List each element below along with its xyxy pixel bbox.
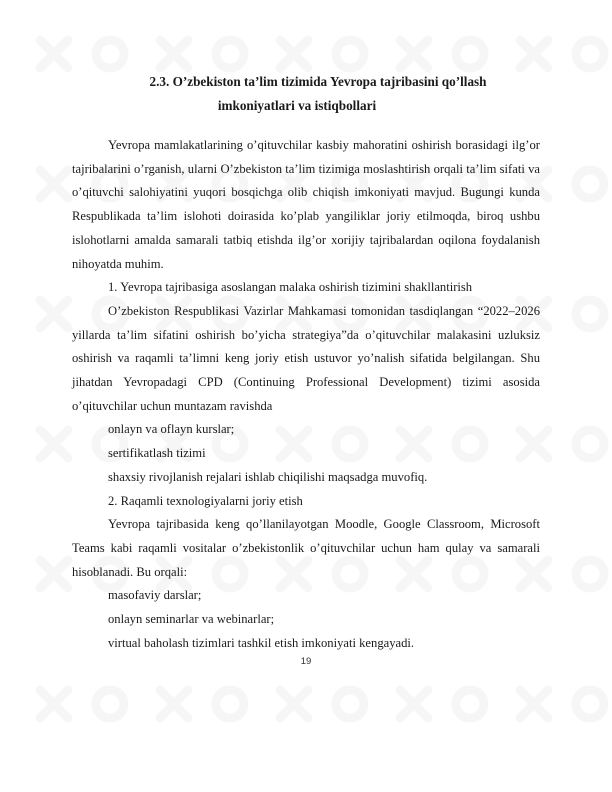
paragraph: 2. Raqamli texnologiyalarni joriy etish [108,493,303,508]
watermark-mark [576,40,604,68]
page-number: 19 [300,656,312,667]
watermark-mark [40,170,68,198]
watermark-mark [160,690,188,718]
watermark-mark [576,300,604,328]
watermark-mark [96,40,124,68]
watermark-mark [456,40,484,68]
paragraph: sertifikatlash tizimi [108,446,206,461]
watermark-mark [216,40,244,68]
paragraph: masofaviy darslar; [108,588,202,603]
watermark-mark [576,430,604,458]
watermark-mark [456,690,484,718]
watermark-mark [160,40,188,68]
heading-line-1: 2.3. O’zbekiston ta’lim tizimida Yevropa tajribasini qo’llash [149,74,487,89]
watermark-mark [40,40,68,68]
watermark-mark [336,40,364,68]
paragraph: Yevropa tajribasida keng qo’llanilayotgan Moodle, Google Classroom, Microsoft Teams kabi raqamli vositalar o’zbekistonlik o’qituvchilar uchun ham qulay va samarali hisoblanadi. Bu orqali: [72,517,540,579]
heading-line-2: imkoniyatlari va istiqbollari [217,98,377,113]
watermark-mark [520,690,548,718]
watermark-mark [216,690,244,718]
watermark-mark [576,170,604,198]
watermark-mark [280,40,308,68]
watermark-mark [576,560,604,588]
watermark-mark [280,690,308,718]
watermark-mark [520,40,548,68]
paragraph: virtual baholash tizimlari tashkil etish imkoniyati kengayadi. [108,635,415,650]
watermark-mark [40,560,68,588]
watermark-mark [336,690,364,718]
paragraph: shaxsiy rivojlanish rejalari ishlab chiqilishi maqsadga muvofiq. [108,469,428,484]
section-heading [72,70,540,118]
body-text [72,134,540,655]
paragraph: O’zbekiston Respublikasi Vazirlar Mahkamasi tomonidan tasdiqlangan “2022–2026 yillarda ta’lim sifatini oshirish bo’yicha strategiya”da o’qituvchilar malakasini uzluksiz oshirish va raqamli ta’limni keng joriy etish ustuvor yo’nalish sifatida belgilangan. Shu jihatdan Yevropadagi CPD (Continuing Professional Development) tizimi asosida o’qituvchilar uchun muntazam ravishda [72,303,540,413]
paragraph: Yevropa mamlakatlarining o’qituvchilar kasbiy mahoratini oshirish borasidagi ilg’or tajribalarini o’rganish, ularni O’zbekiston ta’lim tizimiga moslashtirish orqali ta’lim sifati va o’qituvchi salohiyatini yuqori bosqichga olib chiqish imkoniyati mavjud. Bugungi kunda Respublikada ta’lim islohoti doirasida ko’plab yangiliklar joriy etilmoqda, biroq ushbu islohotlarni amalda samarali tatbiq etishda ilg’or xorijiy tajribalardan oqilona foydalanish nihoyatda muhim. [72,138,540,271]
paragraph: 1. Yevropa tajribasiga asoslangan malaka oshirish tizimini shakllantirish [108,280,473,295]
paragraph: onlayn va oflayn kurslar; [108,422,235,437]
watermark-mark [576,690,604,718]
watermark-mark [400,690,428,718]
watermark-mark [96,690,124,718]
watermark-mark [40,690,68,718]
watermark-mark [400,40,428,68]
paragraph: onlayn seminarlar va webinarlar; [108,612,275,627]
watermark-mark [40,430,68,458]
watermark-mark [40,300,68,328]
